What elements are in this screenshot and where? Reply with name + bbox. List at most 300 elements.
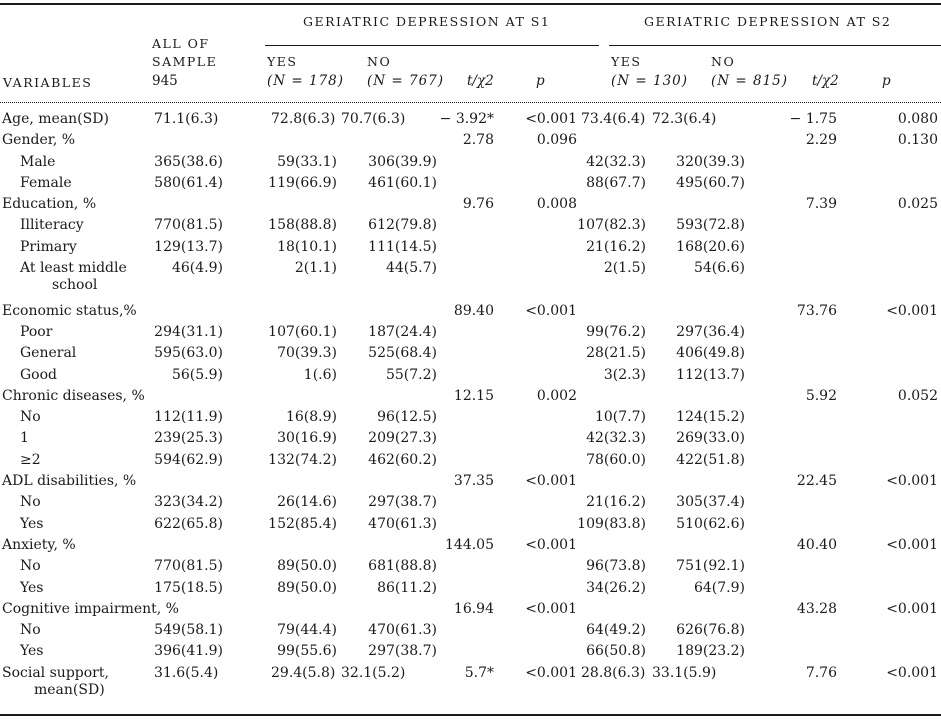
s2-t-cell bbox=[745, 580, 837, 601]
all-sample-cell: 770(81.5) bbox=[154, 558, 223, 575]
s1-yes-cell bbox=[267, 601, 337, 622]
row-label bbox=[0, 452, 150, 473]
s2-t-cell bbox=[745, 345, 837, 366]
row-label bbox=[0, 473, 150, 494]
s2-no-cell: 54(6.6) bbox=[693, 260, 745, 277]
s2-p-cell bbox=[837, 516, 938, 537]
row-label bbox=[0, 260, 150, 303]
s2-yes-n: (N = 130) bbox=[611, 73, 689, 89]
row-label bbox=[0, 303, 150, 324]
table-row bbox=[0, 516, 941, 537]
s1-t-cell bbox=[437, 260, 494, 303]
s1-p-cell: <0.001 bbox=[525, 600, 577, 617]
row-label bbox=[0, 622, 150, 643]
spacer-cell bbox=[223, 473, 267, 494]
s2-p-cell bbox=[837, 345, 938, 366]
s2-yes-cell: 10(7.7) bbox=[594, 409, 646, 426]
row-label-text: General bbox=[20, 345, 77, 362]
s1-p-header: p bbox=[536, 73, 545, 89]
s1-p-cell bbox=[494, 580, 577, 601]
spacer-cell bbox=[223, 345, 267, 366]
s1-t-cell bbox=[437, 643, 494, 664]
s2-group-title: GERIATRIC DEPRESSION AT S2 bbox=[644, 14, 892, 29]
table-row bbox=[0, 409, 941, 430]
s1-yes-cell: 89(50.0) bbox=[277, 579, 337, 596]
all-sample-cell: 112(11.9) bbox=[154, 409, 223, 426]
table-row bbox=[0, 154, 941, 175]
s1-no-cell: 525(68.4) bbox=[368, 345, 437, 362]
s1-yes-cell: 158(88.8) bbox=[268, 217, 337, 234]
s2-no-cell bbox=[646, 196, 745, 217]
all-sample-cell: 31.6(5.4) bbox=[154, 664, 219, 681]
s1-yes-cell: 152(85.4) bbox=[268, 515, 337, 532]
s1-p-cell bbox=[494, 239, 577, 260]
s1-no-cell: 187(24.4) bbox=[368, 323, 437, 340]
row-label-text: At least middle bbox=[20, 260, 127, 277]
spacer-cell bbox=[223, 643, 267, 664]
s1-yes-header: YES bbox=[267, 54, 298, 69]
s1-p-cell: <0.001 bbox=[525, 536, 577, 553]
s2-p-cell bbox=[837, 260, 938, 303]
table-row bbox=[0, 260, 941, 303]
spacer-cell bbox=[223, 388, 267, 409]
row-label-text: ≥2 bbox=[20, 451, 41, 468]
s1-yes-cell: 119(66.9) bbox=[268, 174, 337, 191]
row-label bbox=[0, 600, 179, 622]
s1-t-cell bbox=[437, 239, 494, 260]
row-label bbox=[0, 388, 150, 409]
s1-p-cell bbox=[494, 430, 577, 451]
table-row bbox=[0, 430, 941, 451]
all-sample-cell bbox=[150, 132, 223, 153]
table-row bbox=[0, 494, 941, 515]
row-label bbox=[0, 239, 150, 260]
row-label-text: Female bbox=[20, 174, 72, 191]
s1-no-cell bbox=[337, 132, 437, 153]
s1-no-cell: 96(12.5) bbox=[377, 409, 437, 426]
s1-no-cell: 209(27.3) bbox=[368, 430, 437, 447]
s2-p-cell: 0.130 bbox=[897, 132, 938, 149]
s1-yes-cell bbox=[267, 388, 337, 409]
all-sample-cell: 71.1(6.3) bbox=[154, 111, 219, 127]
row-label-text: Good bbox=[20, 366, 58, 383]
all-sample-cell: 595(63.0) bbox=[154, 345, 223, 362]
s2-no-cell: 320(39.3) bbox=[676, 153, 745, 170]
all-sample-cell: 549(58.1) bbox=[154, 622, 223, 639]
s2-t-cell bbox=[745, 558, 837, 579]
s1-p-cell bbox=[494, 367, 577, 388]
spacer-cell bbox=[223, 111, 267, 132]
spacer-cell bbox=[223, 558, 267, 579]
s2-yes-cell bbox=[577, 473, 646, 494]
s1-yes-cell: 107(60.1) bbox=[268, 323, 337, 340]
s2-yes-cell: 34(26.2) bbox=[586, 579, 646, 596]
row-label-text: Anxiety, % bbox=[2, 536, 76, 553]
s2-p-cell: <0.001 bbox=[886, 600, 938, 617]
s1-yes-cell: 30(16.9) bbox=[277, 430, 337, 447]
s1-p-cell: <0.001 bbox=[525, 664, 577, 681]
s1-no-cell: 470(61.3) bbox=[368, 622, 437, 639]
s2-p-cell bbox=[837, 494, 938, 515]
table-row bbox=[0, 537, 941, 558]
row-label bbox=[0, 111, 150, 132]
all-sample-cell: 239(25.3) bbox=[154, 430, 223, 447]
s1-p-cell bbox=[494, 409, 577, 430]
top-rule bbox=[0, 3, 941, 5]
s2-t-cell bbox=[745, 622, 837, 643]
row-label-text: Yes bbox=[20, 579, 44, 596]
spacer-cell bbox=[223, 154, 267, 175]
s2-no-cell: 64(7.9) bbox=[693, 579, 745, 596]
s1-no-cell: 86(11.2) bbox=[377, 579, 437, 596]
table-row bbox=[0, 217, 941, 238]
s1-group-title: GERIATRIC DEPRESSION AT S1 bbox=[303, 14, 551, 29]
table-row bbox=[0, 175, 941, 196]
all-sample-cell bbox=[150, 537, 223, 558]
s2-t-cell: 22.45 bbox=[796, 473, 837, 490]
s1-no-n: (N = 767) bbox=[367, 73, 445, 89]
s2-p-cell bbox=[837, 430, 938, 451]
s2-p-cell: <0.001 bbox=[886, 664, 938, 681]
spacer-cell bbox=[223, 324, 267, 345]
s1-yes-cell: 79(44.4) bbox=[277, 622, 337, 639]
s1-group-underline bbox=[265, 45, 599, 46]
all-sample-cell: 622(65.8) bbox=[154, 515, 223, 532]
s2-p-cell bbox=[837, 217, 938, 238]
table-row bbox=[0, 622, 941, 643]
s2-t-cell bbox=[745, 643, 837, 664]
s1-p-cell bbox=[494, 260, 577, 303]
table-row bbox=[0, 303, 941, 324]
s2-yes-cell: 28(21.5) bbox=[586, 345, 646, 362]
row-label-text: Illiteracy bbox=[20, 217, 84, 234]
s2-no-n: (N = 815) bbox=[711, 73, 789, 89]
s1-yes-cell bbox=[267, 537, 337, 558]
row-label bbox=[0, 430, 150, 451]
s2-t-cell: 7.39 bbox=[805, 196, 837, 213]
s1-yes-cell: 29.4(5.8) bbox=[271, 664, 336, 681]
s2-yes-cell: 109(83.8) bbox=[577, 515, 646, 532]
s2-yes-cell: 21(16.2) bbox=[586, 494, 646, 511]
s2-no-cell: 406(49.8) bbox=[676, 345, 745, 362]
s1-p-cell bbox=[494, 175, 577, 196]
row-label-text: Male bbox=[20, 153, 56, 170]
s1-t-cell bbox=[437, 324, 494, 345]
s1-yes-cell: 72.8(6.3) bbox=[271, 111, 336, 127]
table-row bbox=[0, 452, 941, 473]
s1-t-cell: − 3.92* bbox=[439, 111, 494, 127]
all-sample-cell: 46(4.9) bbox=[171, 260, 223, 277]
s2-no-cell bbox=[646, 132, 745, 153]
row-label-text: Cognitive impairment, % bbox=[2, 600, 179, 617]
row-label-text: Age, mean(SD) bbox=[2, 111, 109, 127]
s2-yes-cell: 42(32.3) bbox=[586, 430, 646, 447]
all-sample-cell bbox=[150, 473, 223, 494]
s2-no-cell: 751(92.1) bbox=[676, 558, 745, 575]
s2-p-cell bbox=[837, 324, 938, 345]
s2-no-cell: 495(60.7) bbox=[676, 174, 745, 191]
s1-t-header: t/χ2 bbox=[467, 73, 494, 89]
s2-no-cell bbox=[646, 388, 745, 409]
row-label bbox=[0, 154, 150, 175]
all-sample-cell: 396(41.9) bbox=[154, 643, 223, 660]
row-label-text: ADL disabilities, % bbox=[2, 473, 137, 490]
bottom-rule bbox=[0, 714, 941, 716]
s2-p-cell bbox=[837, 175, 938, 196]
s1-p-cell: <0.001 bbox=[525, 111, 577, 127]
row-label bbox=[0, 537, 150, 558]
s2-yes-cell: 21(16.2) bbox=[586, 238, 646, 255]
s1-yes-cell: 70(39.3) bbox=[277, 345, 337, 362]
s2-no-cell bbox=[646, 473, 745, 494]
s2-t-cell: 40.40 bbox=[796, 536, 837, 553]
s1-p-cell bbox=[494, 622, 577, 643]
s2-no-cell: 422(51.8) bbox=[676, 451, 745, 468]
s2-yes-cell: 73.4(6.4) bbox=[581, 111, 646, 127]
s1-t-cell bbox=[437, 345, 494, 366]
spacer-cell bbox=[223, 239, 267, 260]
header-dotted-rule bbox=[0, 102, 941, 103]
data-table bbox=[0, 111, 941, 707]
row-label-text: Education, % bbox=[2, 196, 97, 213]
s1-no-cell bbox=[337, 196, 437, 217]
spacer-cell bbox=[223, 132, 267, 153]
s1-t-cell: 16.94 bbox=[453, 600, 494, 617]
spacer-cell bbox=[223, 196, 267, 217]
row-label bbox=[0, 175, 150, 196]
all-sample-cell: 129(13.7) bbox=[154, 238, 223, 255]
s1-yes-cell bbox=[267, 196, 337, 217]
s2-yes-cell: 107(82.3) bbox=[577, 217, 646, 234]
s2-t-cell bbox=[745, 409, 837, 430]
s1-t-cell: 5.7* bbox=[464, 664, 494, 681]
s2-no-cell: 593(72.8) bbox=[676, 217, 745, 234]
s1-yes-cell bbox=[267, 132, 337, 153]
s2-t-cell: 2.29 bbox=[805, 132, 837, 149]
row-label-text: Yes bbox=[20, 515, 44, 532]
s2-yes-cell: 88(67.7) bbox=[586, 174, 646, 191]
s1-no-cell: 32.1(5.2) bbox=[341, 664, 406, 681]
s2-no-cell bbox=[646, 601, 745, 622]
all-sample-n: 945 bbox=[152, 73, 178, 89]
s1-p-cell bbox=[494, 452, 577, 473]
s1-p-cell bbox=[494, 643, 577, 664]
s2-yes-cell bbox=[577, 388, 646, 409]
s1-t-cell bbox=[437, 367, 494, 388]
s1-no-cell: 70.7(6.3) bbox=[341, 111, 406, 127]
s2-no-cell bbox=[646, 303, 745, 324]
s2-p-cell: <0.001 bbox=[886, 536, 938, 553]
table-row bbox=[0, 665, 941, 708]
s1-p-cell: 0.008 bbox=[536, 196, 577, 213]
s2-t-cell bbox=[745, 324, 837, 345]
spacer-cell bbox=[223, 537, 267, 558]
s1-p-cell: <0.001 bbox=[525, 473, 577, 490]
s1-yes-cell: 16(8.9) bbox=[285, 409, 337, 426]
all-sample-header-line1: ALL OF bbox=[152, 36, 210, 51]
all-sample-cell: 56(5.9) bbox=[171, 366, 223, 383]
s2-t-cell bbox=[745, 494, 837, 515]
row-label-text: Economic status,% bbox=[2, 302, 137, 319]
s2-p-header: p bbox=[882, 73, 891, 89]
s2-t-cell bbox=[745, 260, 837, 303]
s2-t-cell bbox=[745, 430, 837, 451]
s1-yes-cell: 18(10.1) bbox=[277, 238, 337, 255]
s2-no-cell bbox=[646, 537, 745, 558]
table-row bbox=[0, 196, 941, 217]
table-row bbox=[0, 388, 941, 409]
s1-no-cell: 462(60.2) bbox=[368, 451, 437, 468]
s2-t-cell bbox=[745, 217, 837, 238]
s2-p-cell: <0.001 bbox=[886, 473, 938, 490]
table-row bbox=[0, 111, 941, 132]
s1-p-cell: 0.096 bbox=[536, 132, 577, 149]
s1-no-cell bbox=[337, 601, 437, 622]
s1-p-cell bbox=[494, 217, 577, 238]
s1-p-cell bbox=[494, 324, 577, 345]
s1-p-cell bbox=[494, 345, 577, 366]
s2-no-cell: 297(36.4) bbox=[676, 323, 745, 340]
spacer-cell bbox=[223, 580, 267, 601]
row-label bbox=[0, 409, 150, 430]
s2-yes-cell: 99(76.2) bbox=[586, 323, 646, 340]
s2-yes-cell: 3(2.3) bbox=[603, 366, 646, 383]
table-row bbox=[0, 132, 941, 153]
s2-no-cell: 269(33.0) bbox=[676, 430, 745, 447]
row-label bbox=[0, 494, 150, 515]
s2-yes-cell: 96(73.8) bbox=[586, 558, 646, 575]
s2-yes-cell bbox=[577, 303, 646, 324]
all-sample-header-line2: SAMPLE bbox=[152, 54, 218, 69]
row-label bbox=[0, 345, 150, 366]
s1-t-cell bbox=[437, 409, 494, 430]
s1-p-cell bbox=[494, 154, 577, 175]
s2-p-cell bbox=[837, 367, 938, 388]
s2-p-cell bbox=[837, 239, 938, 260]
s2-no-cell: 124(15.2) bbox=[676, 409, 745, 426]
s2-t-cell bbox=[745, 239, 837, 260]
s2-p-cell bbox=[837, 580, 938, 601]
s1-t-cell: 144.05 bbox=[445, 536, 494, 553]
s1-yes-cell bbox=[267, 473, 337, 494]
s2-p-cell: 0.025 bbox=[897, 196, 938, 213]
row-label bbox=[0, 643, 150, 664]
s1-no-cell: 297(38.7) bbox=[368, 494, 437, 511]
s2-no-cell: 33.1(5.9) bbox=[652, 664, 717, 681]
s2-p-cell: 0.080 bbox=[897, 111, 938, 127]
s1-p-cell bbox=[494, 494, 577, 515]
table-row bbox=[0, 601, 941, 622]
all-sample-cell: 770(81.5) bbox=[154, 217, 223, 234]
s1-t-cell bbox=[437, 558, 494, 579]
s1-p-cell bbox=[494, 516, 577, 537]
all-sample-cell: 365(38.6) bbox=[154, 153, 223, 170]
s1-t-cell bbox=[437, 516, 494, 537]
all-sample-cell: 294(31.1) bbox=[154, 323, 223, 340]
s2-t-cell bbox=[745, 452, 837, 473]
s2-yes-cell bbox=[577, 132, 646, 153]
s1-yes-cell: 99(55.6) bbox=[277, 643, 337, 660]
s1-no-cell bbox=[337, 303, 437, 324]
s1-no-cell: 55(7.2) bbox=[385, 366, 437, 383]
row-label-text: Chronic diseases, % bbox=[2, 387, 145, 404]
row-label-text: Yes bbox=[20, 643, 44, 660]
row-label-text: Poor bbox=[20, 323, 53, 340]
s1-no-cell: 111(14.5) bbox=[368, 238, 437, 255]
s2-yes-cell bbox=[577, 601, 646, 622]
spacer-cell bbox=[223, 260, 267, 303]
s1-no-cell: 681(88.8) bbox=[368, 558, 437, 575]
s1-yes-cell: 2(1.1) bbox=[294, 260, 337, 277]
all-sample-cell bbox=[150, 388, 223, 409]
table-row bbox=[0, 580, 941, 601]
s1-t-cell: 89.40 bbox=[453, 302, 494, 319]
s2-t-cell bbox=[745, 154, 837, 175]
s2-t-header: t/χ2 bbox=[812, 73, 839, 89]
s2-no-cell: 112(13.7) bbox=[676, 366, 745, 383]
s1-no-cell: 306(39.9) bbox=[368, 153, 437, 170]
s2-no-cell: 72.3(6.4) bbox=[652, 111, 717, 127]
spacer-cell bbox=[223, 430, 267, 451]
s1-p-cell bbox=[494, 558, 577, 579]
table-row bbox=[0, 367, 941, 388]
s1-p-cell: 0.002 bbox=[536, 387, 577, 404]
s2-group-underline bbox=[609, 45, 941, 46]
s1-t-cell: 37.35 bbox=[453, 473, 494, 490]
s1-yes-cell bbox=[267, 303, 337, 324]
s2-no-cell: 168(20.6) bbox=[676, 238, 745, 255]
row-label-text: 1 bbox=[20, 430, 29, 447]
s1-no-cell: 297(38.7) bbox=[368, 643, 437, 660]
all-sample-cell: 323(34.2) bbox=[154, 494, 223, 511]
s2-yes-cell: 64(49.2) bbox=[586, 622, 646, 639]
s2-p-cell bbox=[837, 558, 938, 579]
s1-t-cell bbox=[437, 622, 494, 643]
row-label-text: Primary bbox=[20, 238, 77, 255]
s2-no-cell: 510(62.6) bbox=[676, 515, 745, 532]
spacer-cell bbox=[223, 175, 267, 196]
spacer-cell bbox=[223, 409, 267, 430]
table-row bbox=[0, 239, 941, 260]
spacer-cell bbox=[223, 516, 267, 537]
all-sample-cell bbox=[150, 303, 223, 324]
row-label-text: No bbox=[20, 494, 41, 511]
s2-yes-cell: 78(60.0) bbox=[586, 451, 646, 468]
s2-yes-cell bbox=[577, 196, 646, 217]
s1-yes-cell: 26(14.6) bbox=[277, 494, 337, 511]
spacer-cell bbox=[223, 494, 267, 515]
s2-t-cell: 43.28 bbox=[796, 600, 837, 617]
s1-no-cell bbox=[337, 473, 437, 494]
row-label bbox=[0, 558, 150, 579]
s2-no-header: NO bbox=[711, 54, 736, 69]
table-row bbox=[0, 558, 941, 579]
s1-p-cell: <0.001 bbox=[525, 302, 577, 319]
row-label bbox=[0, 324, 150, 345]
s1-no-cell: 612(79.8) bbox=[368, 217, 437, 234]
s1-yes-cell: 89(50.0) bbox=[277, 558, 337, 575]
s2-yes-header: YES bbox=[611, 54, 642, 69]
row-label-text: No bbox=[20, 558, 41, 575]
spacer-cell bbox=[223, 665, 267, 708]
s2-yes-cell: 66(50.8) bbox=[586, 643, 646, 660]
s1-t-cell: 12.15 bbox=[453, 387, 494, 404]
s1-no-cell bbox=[337, 388, 437, 409]
row-label bbox=[0, 196, 150, 217]
s1-yes-cell: 132(74.2) bbox=[268, 451, 337, 468]
s1-t-cell bbox=[437, 580, 494, 601]
s1-no-header: NO bbox=[367, 54, 392, 69]
